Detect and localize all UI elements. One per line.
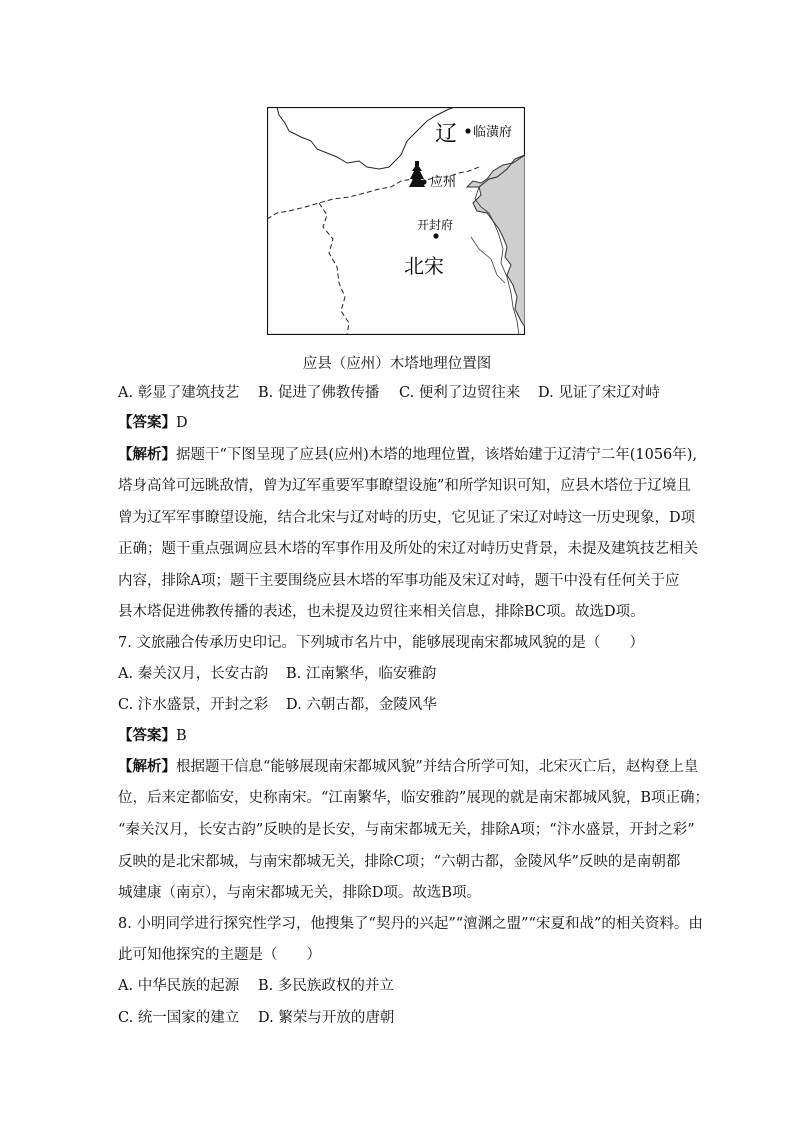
q7-answer-value: B: [176, 728, 187, 744]
q8-options-row-1: [118, 977, 678, 995]
q7-stem: 7. 文旅融合传承历史印记。下列城市名片中，能够展现南宋都城风貌的是（ ）: [118, 635, 644, 651]
q6-option-b: B. 促进了佛教传播: [258, 385, 380, 401]
label-linhuang: 临潢府: [473, 125, 513, 140]
q8-stem-line: 此可知他探究的主题是（ ）: [118, 947, 321, 963]
q6-option-c: C. 便利了边贸往来: [399, 385, 521, 401]
q8-option-d: D. 繁荣与开放的唐朝: [258, 1010, 395, 1026]
q8-stem-line: 8. 小明同学进行探究性学习，他搜集了“契丹的兴起”“澶渊之盟”“宋夏和战”的相关资料。由: [118, 916, 703, 932]
q7-analysis-line: 反映的是北宋都城，与南宋都城无关，排除C项；“六朝古都，金陵风华”反映的是南朝都: [118, 854, 681, 870]
label-kaifeng: 开封府: [417, 218, 454, 232]
q7-options-row-1: [118, 665, 678, 683]
q8-option-b: B. 多民族政权的并立: [258, 978, 394, 994]
q7-analysis-text: 根据题干信息“能够展现南宋都城风貌”并结合所学可知，北宋灭亡后，赵构登上皇: [176, 759, 699, 775]
q6-analysis-line: 正确；题干重点强调应县木塔的军事作用及所处的宋辽对峙历史背景，未提及建筑技艺相关: [118, 541, 698, 557]
q6-answer: [118, 414, 678, 432]
city-dot-kaifeng: [433, 233, 438, 238]
q6-analysis-line: 曾为辽军军事瞭望设施，结合北宋与辽对峙的历史，它见证了宋辽对峙这一历史现象，D项: [118, 510, 696, 526]
q6-option-a: A. 彰显了建筑技艺: [118, 385, 240, 401]
q6-analysis-tag: 【解析】: [118, 446, 176, 463]
q6-analysis-line: 塔身高耸可远眺敌情，曾为辽军重要军事瞭望设施”和所学知识可知，应县木塔位于辽境且: [118, 478, 691, 494]
label-yingzhou: 应州: [430, 175, 457, 190]
city-dot-yingzhou: [421, 179, 426, 184]
q6-analysis-text: 据题干“下图呈现了应县(应州)木塔的地理位置，该塔始建于辽清宁二年(1056年),: [176, 447, 698, 463]
q6-answer-tag: 【答案】: [118, 414, 176, 431]
q7-answer: [118, 727, 678, 745]
map-frame: [268, 108, 525, 335]
q6-answer-value: D: [176, 415, 188, 431]
q7-analysis-tag: 【解析】: [118, 758, 176, 775]
q6-option-d: D. 见证了宋辽对峙: [538, 385, 660, 401]
label-liao: 辽: [435, 122, 458, 147]
q7-option-a: A. 秦关汉月，长安古韵: [118, 666, 269, 682]
q6-analysis-line: 县木塔促进佛教传播的表述，也未提及边贸往来相关信息，排除BC项。故选D项。: [118, 604, 645, 620]
q7-analysis-line: 位，后来定都临安，史称南宋。“江南繁华，临安雅韵”展现的就是南宋都城风貌，B项正确；: [118, 790, 709, 806]
map-svg: [267, 107, 525, 335]
label-beisong: 北宋: [404, 254, 444, 278]
q6-options-row: [118, 384, 678, 402]
city-dot-linhuang: [465, 128, 470, 133]
q7-answer-tag: 【答案】: [118, 727, 176, 744]
q7-analysis-line: “秦关汉月，长安古韵”反映的是长安，与南宋都城无关，排除A项；“汴水盛景，开封之彩”: [118, 822, 695, 838]
q6-analysis-line: 内容，排除A项；题干主要围绕应县木塔的军事功能及宋辽对峙，题干中没有任何关于应: [118, 573, 680, 589]
map-figure: [267, 107, 525, 335]
q7-options-row-2: [118, 696, 678, 714]
q7-analysis-line: [118, 758, 699, 776]
q7-option-c: C. 汴水盛景，开封之彩: [118, 697, 269, 713]
q8-option-a: A. 中华民族的起源: [118, 978, 240, 994]
figure-caption: 应县（应州）木塔地理位置图: [302, 356, 492, 372]
q7-option-d: D. 六朝古都，金陵风华: [286, 697, 437, 713]
q7-analysis-line: 城建康（南京），与南宋都城无关，排除D项。故选B项。: [118, 885, 482, 901]
q6-analysis-line: [118, 446, 698, 464]
q8-option-c: C. 统一国家的建立: [118, 1010, 240, 1026]
q7-option-b: B. 江南繁华，临安雅韵: [286, 666, 437, 682]
q8-options-row-2: [118, 1009, 678, 1027]
